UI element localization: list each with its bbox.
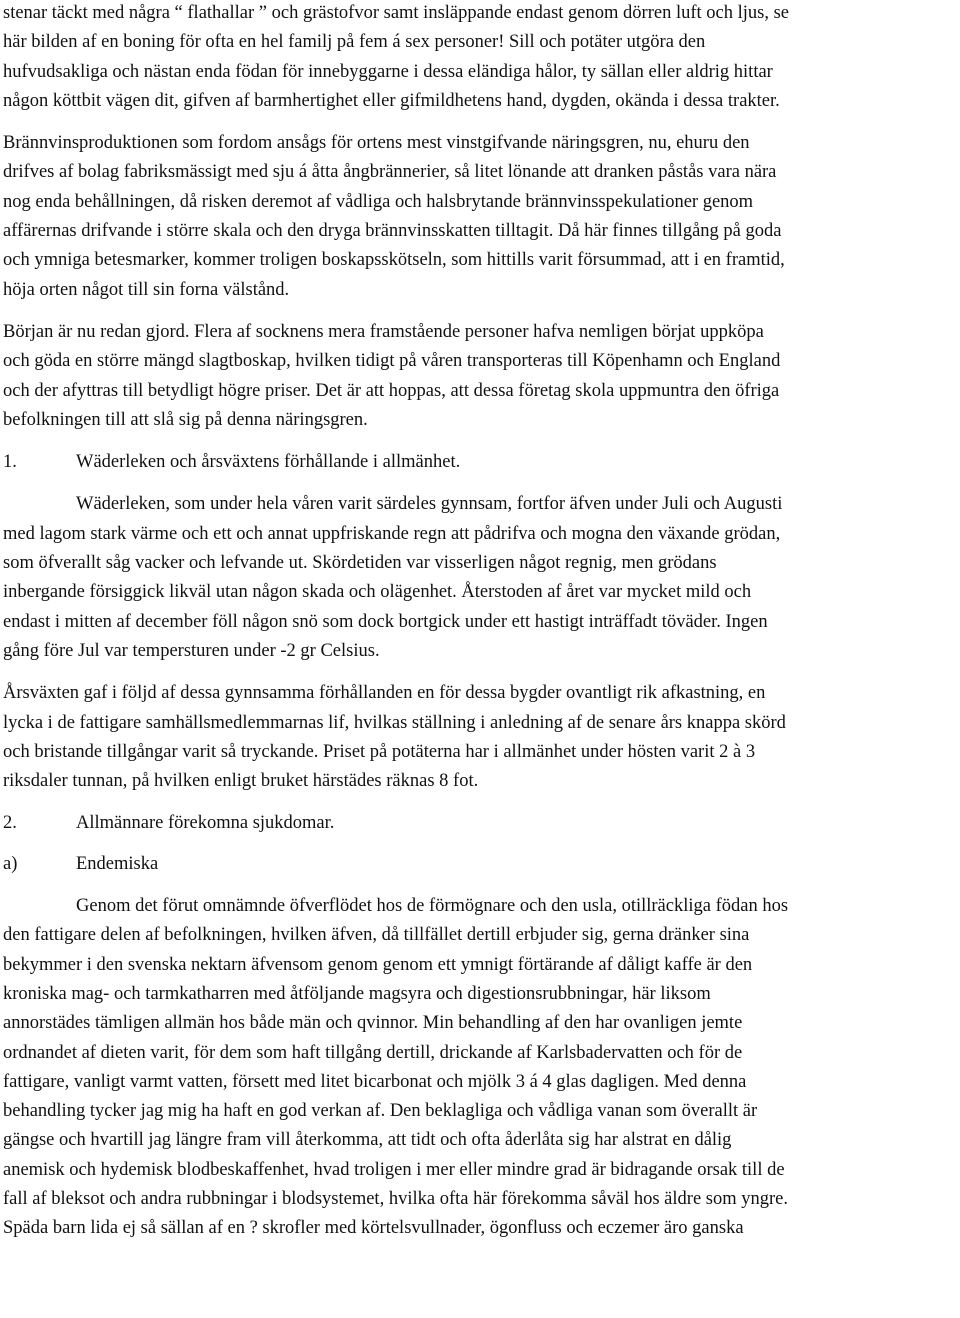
text-line: befolkningen till att slå sig på denna näringsgren. — [3, 409, 368, 430]
section-title: Wäderleken och årsväxtens förhållande i allmänhet. — [76, 452, 461, 473]
text-line: Början är nu redan gjord. Flera af socknens mera framstående personer hafva nemligen börjat uppköpa — [3, 321, 764, 342]
subsection-title: Endemiska — [76, 853, 159, 874]
text-line: fall af bleksot och andra rubbningar i blodsystemet, hvilka ofta här förekomma såväl hos äldre som yngre. — [3, 1188, 788, 1209]
text-line: annorstädes tämligen allmän hos både män och qvinnor. Min behandling af den har ovanligen jemte — [3, 1013, 743, 1034]
text-line: och ymniga betesmarker, kommer troligen boskapsskötseln, som hittills varit försummad, att i en framtid, — [3, 250, 785, 271]
text-line: den fattigare delen af befolkningen, hvilken äfven, då tillfället dertill erbjuder sig, gerna dränker sina — [3, 925, 750, 946]
paragraph-6 — [3, 892, 957, 1244]
text-line: bekymmer i den svenska nektarn äfvensom genom genom ett ymnigt förtärande af dåligt kaffe är den — [3, 954, 753, 975]
text-line: som öfverallt såg vacker och lefvande ut. Skördetiden var visserligen något regnig, men grödans — [3, 553, 717, 574]
text-line: Genom det förut omnämnde öfverflödet hos de förmögnare och den usla, otillräckliga födan hos — [76, 896, 789, 917]
text-line: Wäderleken, som under hela våren varit särdeles gynnsam, fortfor äfven under Juli och Augusti — [76, 494, 783, 515]
section-heading-1 — [3, 448, 957, 477]
section-number: 2. — [3, 813, 17, 834]
text-line: gång före Jul var tempersturen under -2 gr Celsius. — [3, 640, 380, 661]
text-line: Späda barn lida ej så sällan af en ? skrofler med körtelsvullnader, ögonfluss och eczemer äro ganska — [3, 1218, 744, 1239]
section-title: Allmännare förekomna sjukdomar. — [76, 813, 335, 834]
text-line: och göda en större mängd slagtboskap, hvilken tidigt på våren transporteras till Köpenhamn och England — [3, 351, 781, 372]
text-line: ordnandet af dieten varit, för dem som haft tillgång dertill, drickande af Karlsbadervatten och för de — [3, 1042, 743, 1063]
text-line: inbergande försiggick likväl utan någon skada och olägenhet. Återstoden af året var mycket mild och — [3, 582, 752, 603]
text-line: nog enda behållningen, då risken deremot af vådliga och halsbrytande brännvinsspekulationer genom — [3, 191, 754, 212]
text-line: endast i mitten af december föll någon snö som dock bortgick under ett hastigt inträffadt töväder. Ingen — [3, 611, 768, 632]
paragraph-3 — [3, 318, 957, 435]
text-line: fattigare, vanligt varmt vatten, försett med litet bicarbonat och mjölk 3 á 4 glas dagligen. Med denna — [3, 1071, 747, 1092]
text-line: Brännvinsproduktionen som fordom ansågs för ortens mest vinstgifvande näringsgren, nu, ehuru den — [3, 133, 750, 154]
text-line: hufvudsakliga och nästan enda födan för innebyggarne i dessa eländiga hålor, ty sällan eller aldrig hittar — [3, 61, 773, 82]
subsection-letter: a) — [3, 853, 18, 874]
paragraph-1 — [3, 0, 957, 116]
text-line: anemisk och hydemisk blodbeskaffenhet, hvad troligen i mer eller mindre grad är bidragande orsak till de — [3, 1159, 785, 1180]
subsection-heading-a — [3, 850, 957, 879]
text-line: någon köttbit vägen dit, gifven af barmhertighet eller gifmildhetens hand, dygden, okända i dessa trakter. — [3, 90, 780, 111]
section-number: 1. — [3, 452, 17, 473]
text-line: höja orten något till sin forna välstånd. — [3, 279, 290, 300]
paragraph-2 — [3, 129, 957, 305]
document-page — [3, 0, 957, 1244]
text-line: behandling tycker jag mig ha haft en god verkan af. Den beklagliga och vådliga vanan som överallt är — [3, 1101, 758, 1122]
text-line: och bristande tillgångar varit så tryckande. Priset på potäterna har i allmänhet under hösten varit 2 à 3 — [3, 741, 756, 762]
text-line: gängse och hvartill jag längre fram vill återkomma, att tidt och ofta åderlåta sig har alstrat en dålig — [3, 1130, 732, 1151]
section-heading-2 — [3, 809, 957, 838]
text-line: kroniska mag- och tarmkatharren med åtföljande magsyra och digestionsrubbningar, här liksom — [3, 983, 711, 1004]
paragraph-5 — [3, 679, 957, 796]
paragraph-4 — [3, 490, 957, 666]
text-line: riksdaler tunnan, på hvilken enligt bruket härstädes räknas 8 fot. — [3, 771, 479, 792]
text-line: drifves af bolag fabriksmässigt med sju á åtta ångbrännerier, så litet lönande att dranken påstås vara nära — [3, 162, 777, 183]
text-line: stenar täckt med några “ flathallar ” och grästofvor samt insläppande endast genom dörren luft och ljus, se — [3, 3, 789, 23]
text-line: med lagom stark värme och ett och annat uppfriskande regn att pådrifva och mogna den växande grödan, — [3, 523, 781, 544]
text-line: här bilden af en boning för ofta en hel familj på fem á sex personer! Sill och potäter utgöra den — [3, 32, 706, 53]
text-line: och der afyttras till betydligt högre priser. Det är att hoppas, att dessa företag skola uppmuntra den öfriga — [3, 380, 780, 401]
text-line: Årsväxten gaf i följd af dessa gynnsamma förhållanden en för dessa bygder ovantligt rik afkastning, en — [3, 683, 766, 704]
text-line: lycka i de fattigare samhällsmedlemmarnas lif, hvilkas ställning i anledning af de senare års knappa skörd — [3, 712, 786, 733]
text-line: affärernas drifvande i större skala och den dryga brännvinsskatten tilltagit. Då här finnes tillgång på goda — [3, 221, 782, 242]
